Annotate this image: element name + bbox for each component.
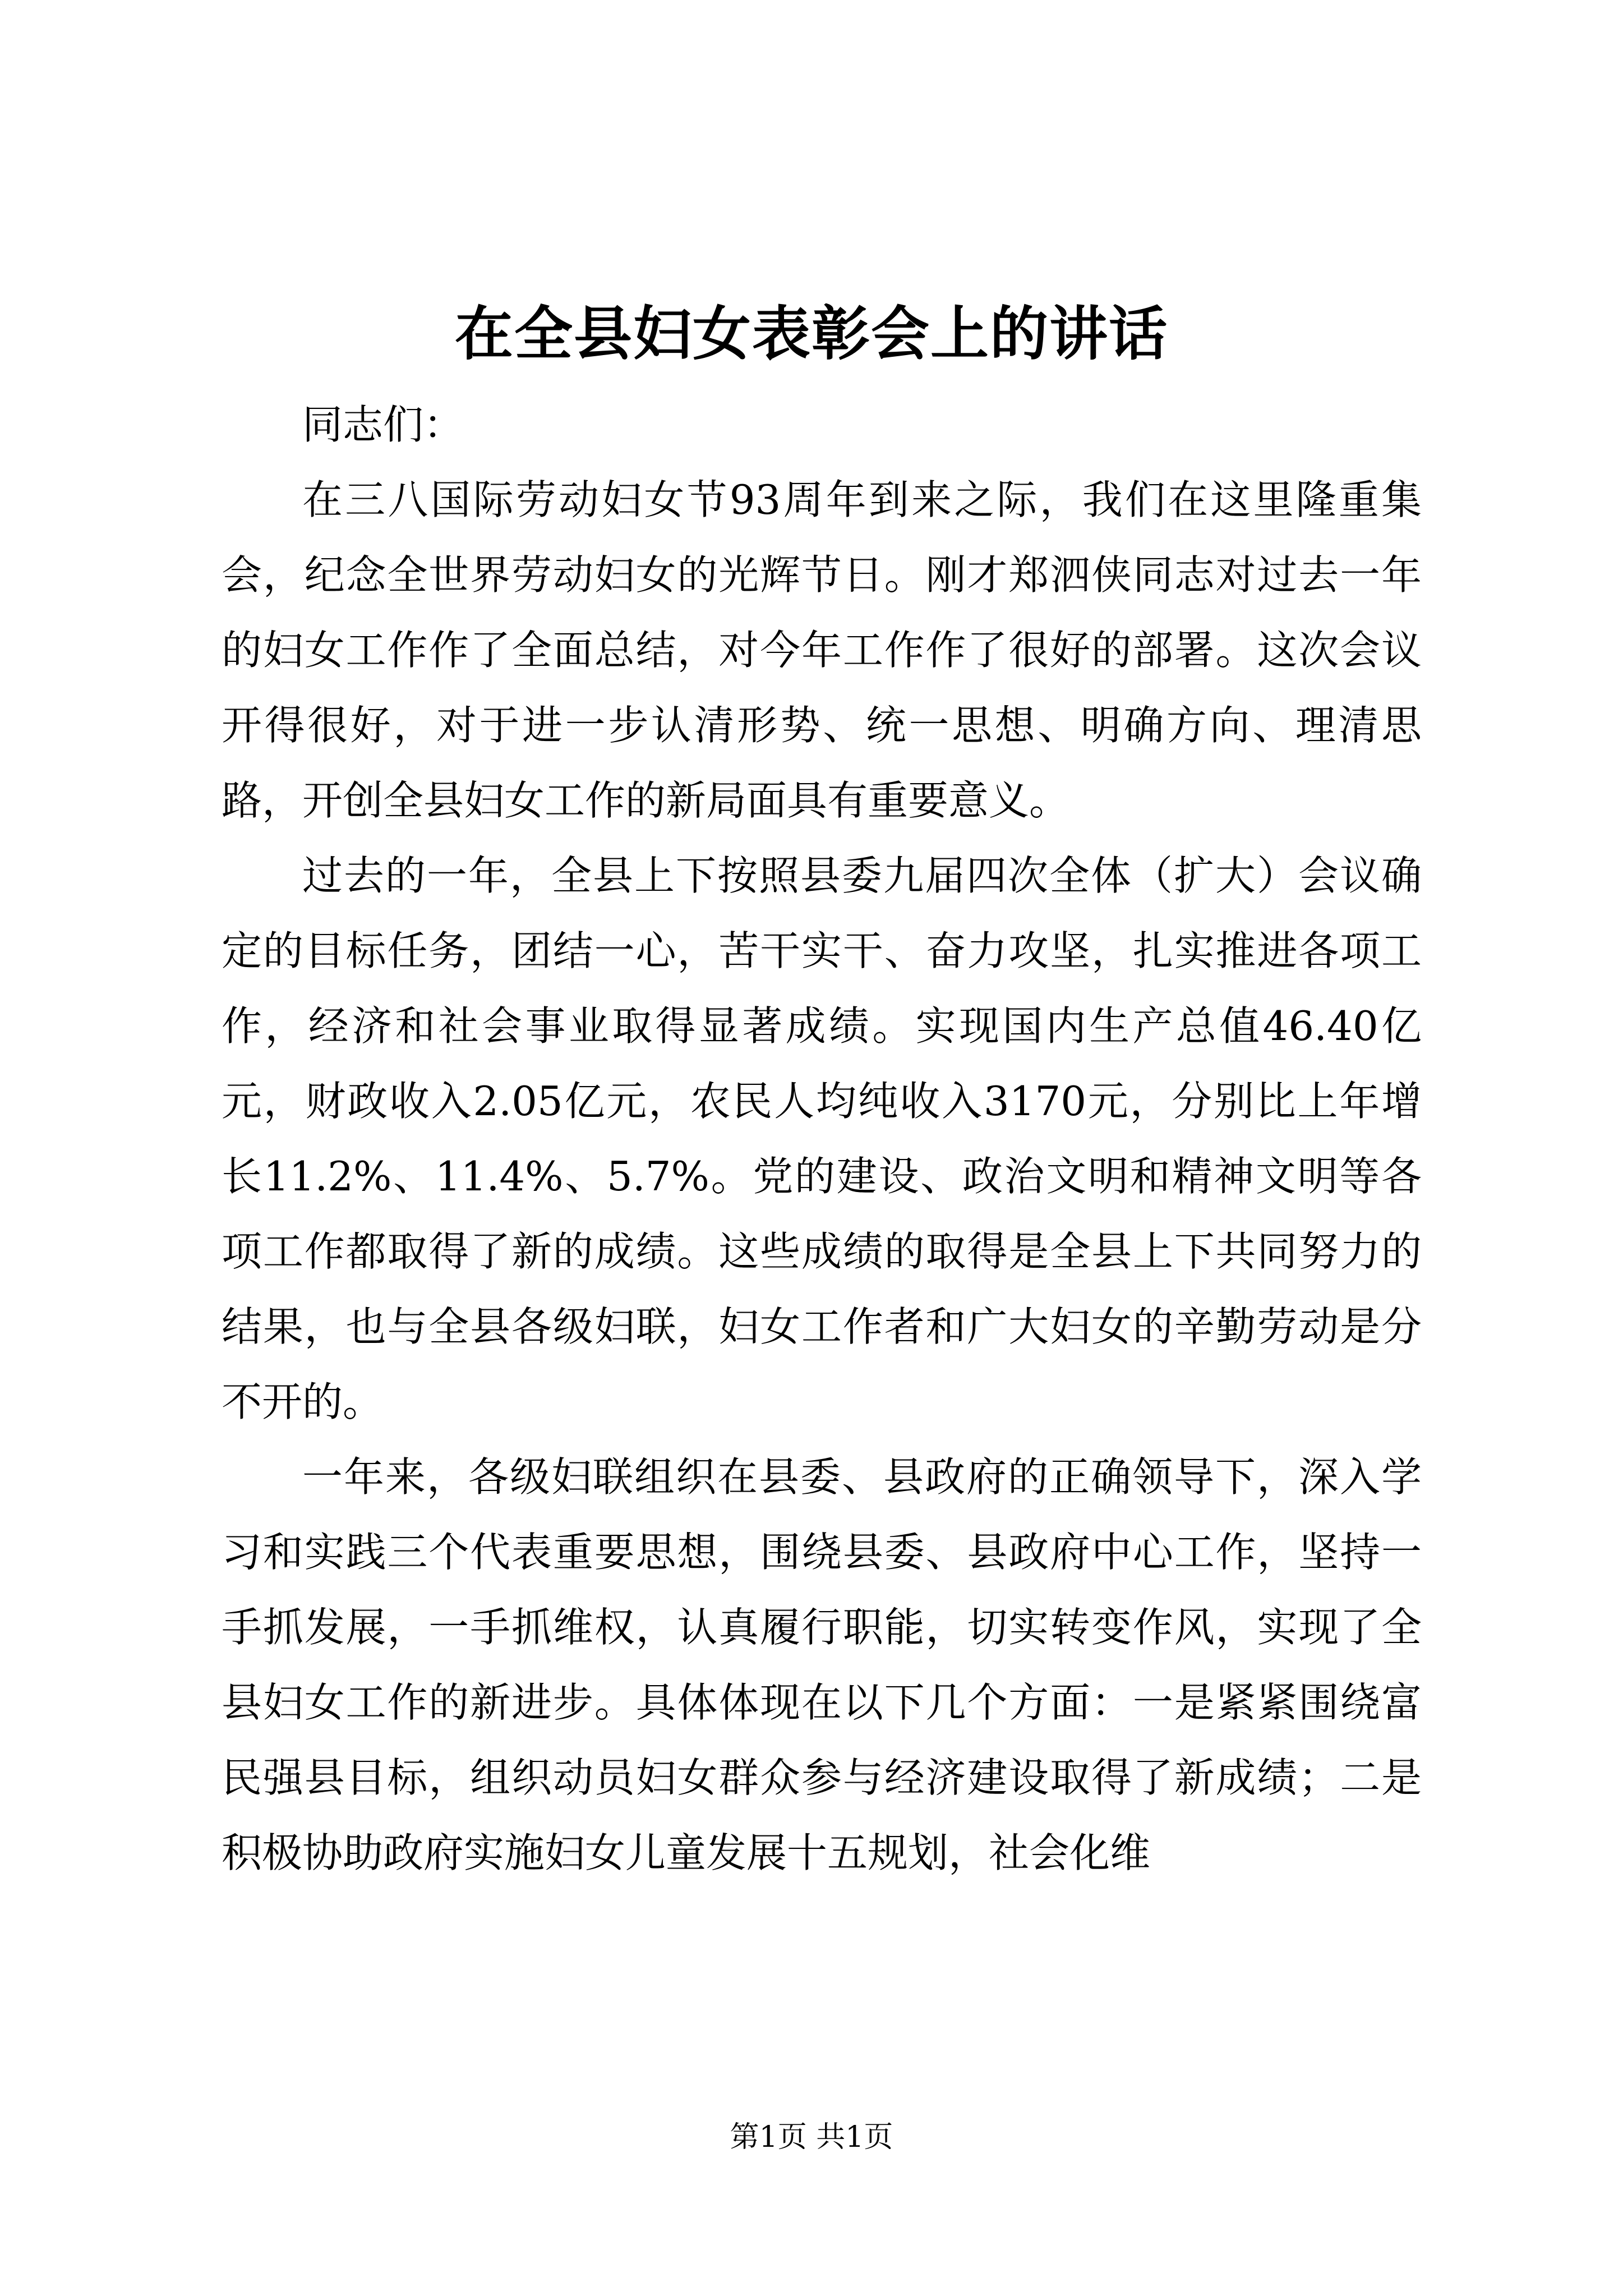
document-body (222, 387, 1422, 1890)
paragraph-2: 过去的一年，全县上下按照县委九届四次全体（扩大）会议确定的目标任务，团结一心，苦干实干、奋力攻坚，扎实推进各项工作，经济和社会事业取得显著成绩。实现国内生产总值46.40亿元，财政收入2.05亿元，农民人均纯收入3170元，分别比上年增长11.2%、11.4%、5.7%。党的建设、政治文明和精神文明等各项工作都取得了新的成绩。这些成绩的取得是全县上下共同努力的结果，也与全县各级妇联，妇女工作者和广大妇女的辛勤劳动是分不开的。 (222, 852, 1422, 1425)
salutation: 同志们： (302, 401, 464, 448)
paragraph-3: 一年来，各级妇联组织在县委、县政府的正确领导下，深入学习和实践三个代表重要思想，围绕县委、县政府中心工作，坚持一手抓发展，一手抓维权，认真履行职能，切实转变作风，实现了全县妇女工作的新进步。具体体现在以下几个方面：一是紧紧围绕富民强县目标，组织动员妇女群众参与经济建设取得了新成绩；二是积极协助政府实施妇女儿童发展十五规划，社会化维 (222, 1453, 1422, 1876)
document-title: 在全县妇女表彰会上的讲话 (454, 299, 1168, 368)
page-footer: 第1页 共1页 (730, 2120, 893, 2154)
paragraph-1: 在三八国际劳动妇女节93周年到来之际，我们在这里隆重集会，纪念全世界劳动妇女的光辉节日。刚才郑泗侠同志对过去一年的妇女工作作了全面总结，对今年工作作了很好的部署。这次会议开得很好，对于进一步认清形势、统一思想、明确方向、理清思路，开创全县妇女工作的新局面具有重要意义。 (222, 476, 1422, 824)
